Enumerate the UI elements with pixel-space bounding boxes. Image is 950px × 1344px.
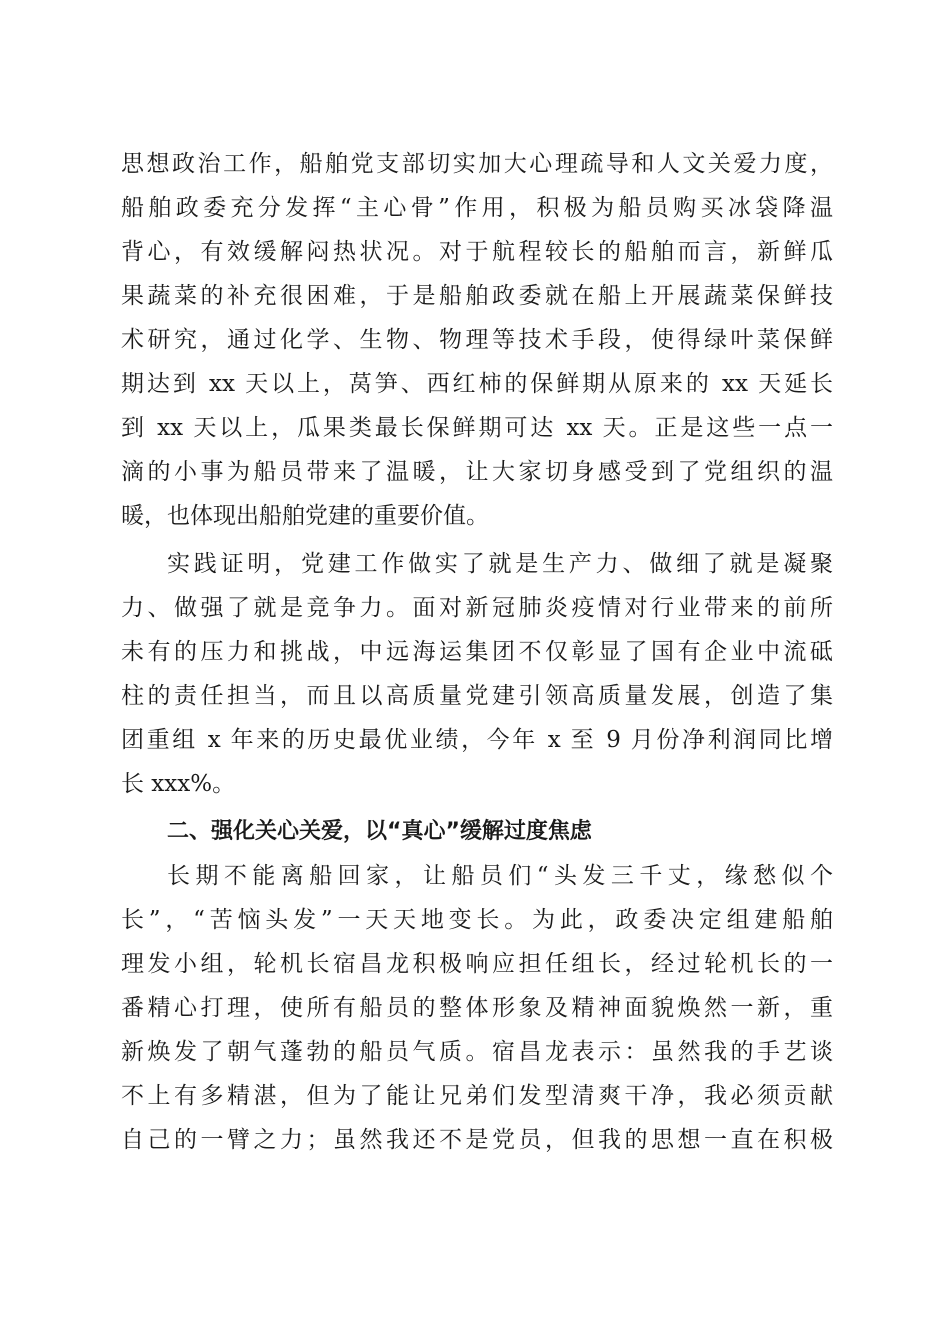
paragraph-2-line-1: 实践证明，党建工作做实了就是生产力、做细了就是凝聚: [167, 551, 833, 577]
paragraph-1-line-8: 滴的小事为船员带来了温暖，让大家切身感受到了党组织的温: [121, 459, 833, 485]
paragraph-3-line-1: 长期不能离船回家，让船员们“头发三千丈，缘愁似个: [167, 863, 833, 889]
paragraph-1-line-6: 期达到 xx 天以上，莴笋、西红柿的保鲜期从原来的 xx 天延长: [121, 371, 833, 397]
paragraph-1-line-3: 背心，有效缓解闷热状况。对于航程较长的船舶而言，新鲜瓜: [121, 239, 833, 265]
paragraph-3-line-3: 理发小组，轮机长宿昌龙积极响应担任组长，经过轮机长的一: [121, 951, 833, 977]
paragraph-2-line-3: 未有的压力和挑战，中远海运集团不仅彰显了国有企业中流砥: [121, 639, 833, 665]
paragraph-1-line-2: 船舶政委充分发挥“主心骨”作用，积极为船员购买冰袋降温: [121, 195, 833, 221]
paragraph-1-line-1: 思想政治工作，船舶党支部切实加大心理疏导和人文关爱力度，: [121, 151, 833, 177]
section-heading: 二、强化关心关爱，以“真心”缓解过度焦虑: [167, 819, 592, 844]
paragraph-2-line-4: 柱的责任担当，而且以高质量党建引领高质量发展，创造了集: [121, 683, 833, 709]
paragraph-1-line-5: 术研究，通过化学、生物、物理等技术手段，使得绿叶菜保鲜: [121, 327, 833, 353]
paragraph-1-line-4: 果蔬菜的补充很困难，于是船舶政委就在船上开展蔬菜保鲜技: [121, 283, 833, 309]
paragraph-3-line-5: 新焕发了朝气蓬勃的船员气质。宿昌龙表示：虽然我的手艺谈: [121, 1039, 833, 1065]
paragraph-2-line-2: 力、做强了就是竞争力。面对新冠肺炎疫情对行业带来的前所: [121, 595, 833, 621]
paragraph-2-line-5: 团重组 x 年来的历史最优业绩，今年 x 至 9 月份净利润同比增: [121, 727, 833, 753]
paragraph-1-line-7: 到 xx 天以上，瓜果类最长保鲜期可达 xx 天。正是这些一点一: [121, 415, 833, 441]
paragraph-3-line-2: 长”，“苦恼头发”一天天地变长。为此，政委决定组建船舶: [121, 907, 833, 933]
paragraph-3-line-4: 番精心打理，使所有船员的整体形象及精神面貌焕然一新，重: [121, 995, 833, 1021]
paragraph-2-line-6: 长 xxx%。: [121, 771, 236, 797]
paragraph-3-line-7: 自己的一臂之力；虽然我还不是党员，但我的思想一直在积极: [121, 1127, 833, 1153]
paragraph-1-line-9: 暖，也体现出船舶党建的重要价值。: [121, 503, 489, 529]
paragraph-3-line-6: 不上有多精湛，但为了能让兄弟们发型清爽干净，我必须贡献: [121, 1083, 833, 1109]
